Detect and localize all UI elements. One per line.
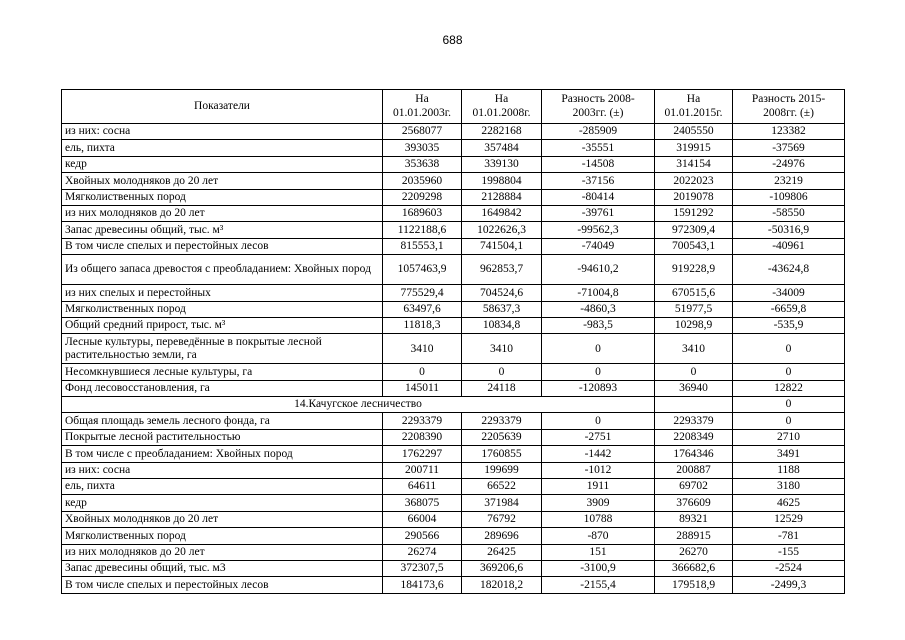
section-cell-value: 0 (733, 397, 845, 413)
row-label: Покрытые лесной растительностью (62, 429, 383, 445)
row-label: из них спелых и перестойных (62, 285, 383, 301)
diff-2008-2003: -870 (542, 528, 655, 544)
value-2015: 1764346 (655, 446, 733, 462)
diff-2008-2003: -39761 (542, 205, 655, 221)
diff-2008-2003: -2751 (542, 429, 655, 445)
value-2015: 670515,6 (655, 285, 733, 301)
row-label: ель, пихта (62, 479, 383, 495)
value-2015: 51977,5 (655, 301, 733, 317)
value-2015: 1591292 (655, 205, 733, 221)
diff-2008-2003: 0 (542, 413, 655, 429)
table-row (62, 495, 845, 511)
diff-2008-2003: 10788 (542, 511, 655, 527)
value-2008: 1998804 (462, 173, 542, 189)
table-row (62, 173, 845, 189)
row-label: из них: сосна (62, 462, 383, 478)
diff-2008-2003: -14508 (542, 156, 655, 172)
diff-2015-2008: -2524 (733, 560, 845, 576)
diff-2015-2008: 0 (733, 413, 845, 429)
row-label: Фонд лесовосстановления, га (62, 380, 383, 396)
diff-2008-2003: -94610,2 (542, 255, 655, 285)
row-label: В том числе с преобладанием: Хвойных пород (62, 446, 383, 462)
value-2008: 1022626,3 (462, 222, 542, 238)
value-2008: 3410 (462, 334, 542, 364)
diff-2008-2003: -1012 (542, 462, 655, 478)
table-row (62, 413, 845, 429)
header-diff-2015-2008: Разность 2015-2008гг. (±) (733, 90, 845, 124)
value-2015: 179518,9 (655, 577, 733, 593)
table-row (62, 205, 845, 221)
page-number: 688 (442, 33, 463, 47)
row-label: Запас древесины общий, тыс. м3 (62, 560, 383, 576)
table-row (62, 528, 845, 544)
diff-2015-2008: -155 (733, 544, 845, 560)
table-row (62, 189, 845, 205)
value-2003: 2209298 (383, 189, 462, 205)
value-2015: 10298,9 (655, 317, 733, 333)
diff-2008-2003: 0 (542, 364, 655, 380)
value-2003: 66004 (383, 511, 462, 527)
table-row (62, 334, 845, 364)
value-2015: 36940 (655, 380, 733, 396)
diff-2015-2008: 4625 (733, 495, 845, 511)
diff-2015-2008: 2710 (733, 429, 845, 445)
table-row (62, 124, 845, 140)
value-2015: 2405550 (655, 124, 733, 140)
diff-2008-2003: -35551 (542, 140, 655, 156)
value-2008: 24118 (462, 380, 542, 396)
section-header (62, 397, 845, 413)
value-2015: 2293379 (655, 413, 733, 429)
value-2015: 972309,4 (655, 222, 733, 238)
table-body-kachug-section (62, 413, 845, 593)
diff-2015-2008: 3491 (733, 446, 845, 462)
value-2015: 3410 (655, 334, 733, 364)
diff-2015-2008: 3180 (733, 479, 845, 495)
row-label: кедр (62, 495, 383, 511)
table-row (62, 577, 845, 593)
row-label: Общий средний прирост, тыс. м³ (62, 317, 383, 333)
value-2015: 319915 (655, 140, 733, 156)
value-2008: 357484 (462, 140, 542, 156)
diff-2015-2008: -2499,3 (733, 577, 845, 593)
row-label: Запас древесины общий, тыс. м³ (62, 222, 383, 238)
row-label: В том числе спелых и перестойных лесов (62, 577, 383, 593)
value-2008: 76792 (462, 511, 542, 527)
table-row (62, 544, 845, 560)
diff-2015-2008: -50316,9 (733, 222, 845, 238)
diff-2015-2008: -535,9 (733, 317, 845, 333)
row-label: кедр (62, 156, 383, 172)
value-2015: 200887 (655, 462, 733, 478)
diff-2015-2008: 23219 (733, 173, 845, 189)
table-row (62, 560, 845, 576)
value-2003: 775529,4 (383, 285, 462, 301)
value-2015: 2022023 (655, 173, 733, 189)
value-2008: 741504,1 (462, 238, 542, 254)
value-2008: 2282168 (462, 124, 542, 140)
value-2015: 314154 (655, 156, 733, 172)
value-2003: 368075 (383, 495, 462, 511)
value-2003: 290566 (383, 528, 462, 544)
value-2015: 366682,6 (655, 560, 733, 576)
table-row (62, 462, 845, 478)
row-label: В том числе спелых и перестойных лесов (62, 238, 383, 254)
diff-2015-2008: -109806 (733, 189, 845, 205)
value-2003: 2035960 (383, 173, 462, 189)
header-2008: На 01.01.2008г. (462, 90, 542, 124)
header-indicator: Показатели (62, 90, 383, 124)
diff-2015-2008: 0 (733, 334, 845, 364)
diff-2008-2003: 151 (542, 544, 655, 560)
diff-2015-2008: -24976 (733, 156, 845, 172)
value-2008: 2205639 (462, 429, 542, 445)
value-2008: 26425 (462, 544, 542, 560)
diff-2008-2003: -71004,8 (542, 285, 655, 301)
value-2003: 393035 (383, 140, 462, 156)
value-2003: 353638 (383, 156, 462, 172)
value-2008: 2128884 (462, 189, 542, 205)
table-row (62, 238, 845, 254)
header-2015: На 01.01.2015г. (655, 90, 733, 124)
row-label: Общая площадь земель лесного фонда, га (62, 413, 383, 429)
diff-2008-2003: -4860,3 (542, 301, 655, 317)
diff-2015-2008: -34009 (733, 285, 845, 301)
forest-stats-table (61, 89, 845, 594)
value-2008: 0 (462, 364, 542, 380)
table-row (62, 479, 845, 495)
diff-2008-2003: -120893 (542, 380, 655, 396)
table-row (62, 380, 845, 396)
value-2003: 3410 (383, 334, 462, 364)
row-label: из них: сосна (62, 124, 383, 140)
table-row (62, 222, 845, 238)
value-2008: 66522 (462, 479, 542, 495)
row-label: Мягколиственных пород (62, 528, 383, 544)
row-label: из них молодняков до 20 лет (62, 544, 383, 560)
diff-2008-2003: -2155,4 (542, 577, 655, 593)
diff-2015-2008: -6659,8 (733, 301, 845, 317)
value-2003: 11818,3 (383, 317, 462, 333)
diff-2008-2003: -983,5 (542, 317, 655, 333)
value-2008: 369206,6 (462, 560, 542, 576)
header-diff-2008-2003: Разность 2008-2003гг. (±) (542, 90, 655, 124)
table-row (62, 429, 845, 445)
value-2008: 962853,7 (462, 255, 542, 285)
diff-2008-2003: -80414 (542, 189, 655, 205)
value-2003: 1122188,6 (383, 222, 462, 238)
table-row (62, 140, 845, 156)
header-2003: На 01.01.2003г. (383, 90, 462, 124)
table-row (62, 285, 845, 301)
row-label: из них молодняков до 20 лет (62, 205, 383, 221)
row-label: Несомкнувшиеся лесные культуры, га (62, 364, 383, 380)
value-2003: 64611 (383, 479, 462, 495)
diff-2015-2008: -43624,8 (733, 255, 845, 285)
value-2003: 63497,6 (383, 301, 462, 317)
value-2015: 0 (655, 364, 733, 380)
diff-2008-2003: 1911 (542, 479, 655, 495)
value-2008: 289696 (462, 528, 542, 544)
value-2015: 288915 (655, 528, 733, 544)
value-2015: 2208349 (655, 429, 733, 445)
diff-2008-2003: -3100,9 (542, 560, 655, 576)
value-2003: 184173,6 (383, 577, 462, 593)
diff-2008-2003: -99562,3 (542, 222, 655, 238)
row-label: Из общего запаса древостоя с преобладанием: Хвойных пород (62, 255, 383, 285)
diff-2015-2008: 12822 (733, 380, 845, 396)
diff-2008-2003: -1442 (542, 446, 655, 462)
value-2008: 2293379 (462, 413, 542, 429)
table-row (62, 317, 845, 333)
value-2015: 2019078 (655, 189, 733, 205)
section-cell-empty (655, 397, 733, 413)
value-2003: 145011 (383, 380, 462, 396)
value-2003: 1057463,9 (383, 255, 462, 285)
section-title: 14.Качугское лесничество (62, 397, 655, 413)
diff-2015-2008: 0 (733, 364, 845, 380)
diff-2015-2008: -40961 (733, 238, 845, 254)
value-2015: 26270 (655, 544, 733, 560)
diff-2015-2008: 12529 (733, 511, 845, 527)
diff-2008-2003: 0 (542, 334, 655, 364)
diff-2008-2003: -37156 (542, 173, 655, 189)
table-row (62, 301, 845, 317)
value-2015: 376609 (655, 495, 733, 511)
value-2003: 26274 (383, 544, 462, 560)
value-2015: 89321 (655, 511, 733, 527)
value-2003: 0 (383, 364, 462, 380)
value-2008: 1760855 (462, 446, 542, 462)
row-label: Лесные культуры, переведённые в покрытые лесной растительностью земли, га (62, 334, 383, 364)
diff-2015-2008: -37569 (733, 140, 845, 156)
diff-2008-2003: 3909 (542, 495, 655, 511)
value-2008: 371984 (462, 495, 542, 511)
value-2003: 2208390 (383, 429, 462, 445)
diff-2015-2008: -58550 (733, 205, 845, 221)
row-label: Хвойных молодняков до 20 лет (62, 173, 383, 189)
table-row (62, 511, 845, 527)
row-label: Мягколиственных пород (62, 189, 383, 205)
value-2008: 704524,6 (462, 285, 542, 301)
value-2003: 1689603 (383, 205, 462, 221)
value-2008: 58637,3 (462, 301, 542, 317)
diff-2008-2003: -285909 (542, 124, 655, 140)
value-2003: 200711 (383, 462, 462, 478)
value-2008: 199699 (462, 462, 542, 478)
value-2003: 2293379 (383, 413, 462, 429)
header-row (62, 90, 845, 124)
value-2015: 69702 (655, 479, 733, 495)
value-2003: 1762297 (383, 446, 462, 462)
table-body-previous-section (62, 124, 845, 397)
value-2003: 372307,5 (383, 560, 462, 576)
diff-2015-2008: 123382 (733, 124, 845, 140)
table-row (62, 446, 845, 462)
diff-2015-2008: -781 (733, 528, 845, 544)
row-label: Мягколиственных пород (62, 301, 383, 317)
table-row (62, 255, 845, 285)
value-2008: 339130 (462, 156, 542, 172)
value-2008: 10834,8 (462, 317, 542, 333)
row-label: ель, пихта (62, 140, 383, 156)
value-2003: 2568077 (383, 124, 462, 140)
diff-2008-2003: -74049 (542, 238, 655, 254)
section-row (62, 397, 845, 413)
value-2003: 815553,1 (383, 238, 462, 254)
table-row (62, 364, 845, 380)
value-2015: 700543,1 (655, 238, 733, 254)
table-row (62, 156, 845, 172)
value-2008: 182018,2 (462, 577, 542, 593)
row-label: Хвойных молодняков до 20 лет (62, 511, 383, 527)
value-2008: 1649842 (462, 205, 542, 221)
value-2015: 919228,9 (655, 255, 733, 285)
diff-2015-2008: 1188 (733, 462, 845, 478)
